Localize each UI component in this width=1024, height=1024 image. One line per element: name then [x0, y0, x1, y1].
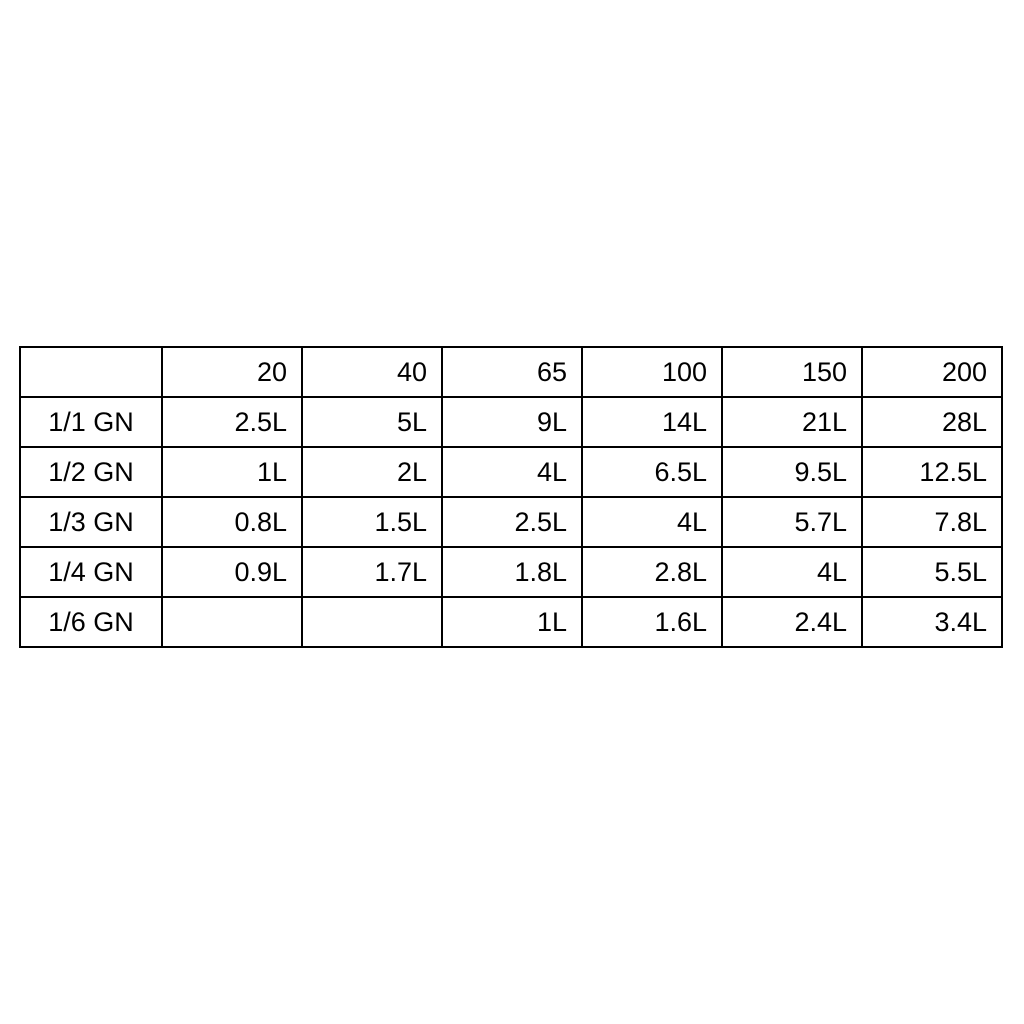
table-row-1-1-gn — [20, 397, 1002, 447]
capacity-cell: 14L — [582, 397, 722, 447]
capacity-cell: 2.4L — [722, 597, 862, 647]
row-label: 1/6 GN — [20, 597, 162, 647]
gn-capacity-table — [19, 346, 1003, 648]
capacity-cell: 5.7L — [722, 497, 862, 547]
capacity-cell: 7.8L — [862, 497, 1002, 547]
row-label: 1/3 GN — [20, 497, 162, 547]
corner-cell — [20, 347, 162, 397]
capacity-cell: 3.4L — [862, 597, 1002, 647]
capacity-cell: 1L — [442, 597, 582, 647]
table-row-1-4-gn — [20, 547, 1002, 597]
capacity-cell: 1.6L — [582, 597, 722, 647]
capacity-cell: 1.8L — [442, 547, 582, 597]
capacity-cell: 5.5L — [862, 547, 1002, 597]
capacity-cell: 2.5L — [162, 397, 302, 447]
row-label: 1/4 GN — [20, 547, 162, 597]
column-header-depth-150: 150 — [722, 347, 862, 397]
capacity-cell: 4L — [582, 497, 722, 547]
capacity-cell: 5L — [302, 397, 442, 447]
capacity-cell: 4L — [442, 447, 582, 497]
column-header-depth-100: 100 — [582, 347, 722, 397]
capacity-cell: 0.8L — [162, 497, 302, 547]
capacity-cell: 1.7L — [302, 547, 442, 597]
column-header-depth-65: 65 — [442, 347, 582, 397]
capacity-cell: 2L — [302, 447, 442, 497]
capacity-cell: 21L — [722, 397, 862, 447]
capacity-cell: 1L — [162, 447, 302, 497]
row-label: 1/2 GN — [20, 447, 162, 497]
table-row-1-6-gn — [20, 597, 1002, 647]
capacity-cell: 6.5L — [582, 447, 722, 497]
table-row-1-3-gn — [20, 497, 1002, 547]
capacity-cell: 12.5L — [862, 447, 1002, 497]
capacity-cell: 4L — [722, 547, 862, 597]
capacity-cell-empty — [302, 597, 442, 647]
capacity-cell: 2.8L — [582, 547, 722, 597]
column-header-depth-20: 20 — [162, 347, 302, 397]
capacity-cell: 9L — [442, 397, 582, 447]
capacity-cell: 2.5L — [442, 497, 582, 547]
capacity-cell: 0.9L — [162, 547, 302, 597]
table-row-1-2-gn — [20, 447, 1002, 497]
capacity-cell: 9.5L — [722, 447, 862, 497]
capacity-cell: 28L — [862, 397, 1002, 447]
capacity-cell: 1.5L — [302, 497, 442, 547]
column-header-depth-200: 200 — [862, 347, 1002, 397]
column-header-depth-40: 40 — [302, 347, 442, 397]
row-label: 1/1 GN — [20, 397, 162, 447]
header-row — [20, 347, 1002, 397]
capacity-cell-empty — [162, 597, 302, 647]
